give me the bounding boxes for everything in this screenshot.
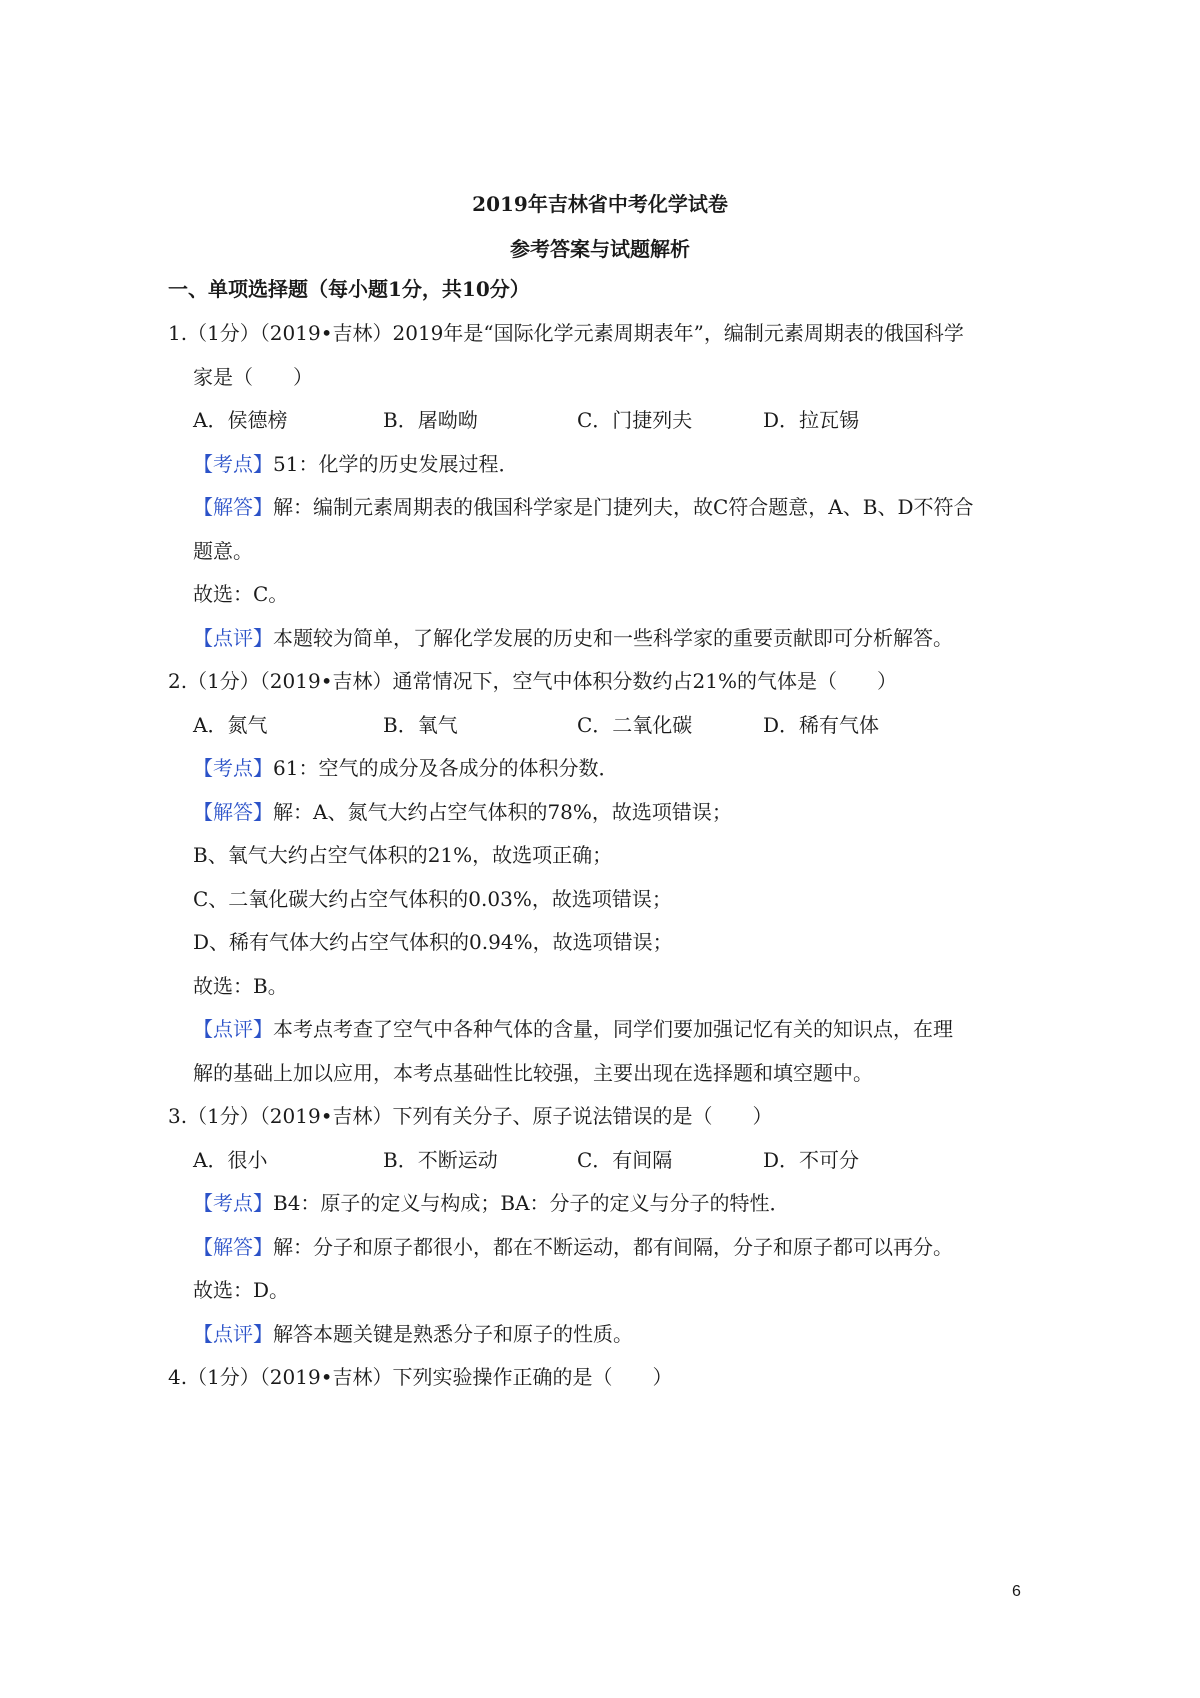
- option-d: D．拉瓦锡: [763, 408, 860, 432]
- question-2-kaodian: [193, 755, 618, 781]
- jieda-tag: 【解答】: [193, 495, 273, 519]
- question-1-jieda: [193, 494, 973, 520]
- page-number: 6: [1012, 1583, 1021, 1600]
- dianping-text: 本题较为简单，了解化学发展的历史和一些科学家的重要贡献即可分析解答。: [273, 626, 953, 650]
- question-2-jieda-c: C、二氧化碳大约占空气体积的0.03%，故选项错误；: [193, 887, 672, 911]
- dianping-tag: 【点评】: [193, 626, 273, 650]
- document-title: 2019年吉林省中考化学试卷: [472, 192, 728, 216]
- question-2-jieda: [193, 799, 732, 825]
- question-2-dianping: [193, 1016, 953, 1042]
- option-c: C．二氧化碳: [577, 713, 693, 737]
- question-2-jieda-d: D、稀有气体大约占空气体积的0.94%，故选项错误；: [193, 930, 673, 954]
- question-1-dianping: [193, 625, 953, 651]
- dianping-text: 本考点考查了空气中各种气体的含量，同学们要加强记忆有关的知识点，在理: [273, 1017, 953, 1041]
- jieda-text: 解：编制元素周期表的俄国科学家是门捷列夫，故C符合题意，A、B、D不符合: [273, 495, 974, 519]
- option-d: D．稀有气体: [763, 713, 880, 737]
- section-heading: 一、单项选择题（每小题1分，共10分）: [168, 277, 530, 301]
- kaodian-text: 51：化学的历史发展过程．: [273, 452, 519, 476]
- question-1-jieda-cont: 题意。: [193, 539, 253, 563]
- option-d: D．不可分: [763, 1148, 860, 1172]
- question-3-dianping: [193, 1321, 633, 1347]
- question-3-answer: 故选：D。: [193, 1278, 290, 1302]
- dianping-text: 解答本题关键是熟悉分子和原子的性质。: [273, 1322, 633, 1346]
- question-2-stem: 2.（1分）（2019•吉林）通常情况下，空气中体积分数约占21%的气体是（ ）: [168, 669, 897, 693]
- jieda-tag: 【解答】: [193, 1235, 273, 1259]
- option-c: C．有间隔: [577, 1148, 673, 1172]
- dianping-tag: 【点评】: [193, 1017, 273, 1041]
- option-b: B．屠呦呦: [383, 408, 478, 432]
- option-a: A．很小: [193, 1148, 268, 1172]
- option-b: B．氧气: [383, 713, 458, 737]
- question-3-jieda: [193, 1234, 953, 1260]
- document-subtitle: 参考答案与试题解析: [510, 237, 690, 261]
- question-1-kaodian: [193, 451, 518, 477]
- question-3-kaodian: [193, 1190, 790, 1216]
- dianping-tag: 【点评】: [193, 1322, 273, 1346]
- jieda-text: 解：分子和原子都很小，都在不断运动，都有间隔，分子和原子都可以再分。: [273, 1235, 953, 1259]
- question-1-stem: 1.（1分）（2019•吉林）2019年是“国际化学元素周期表年”，编制元素周期表的俄国科学: [168, 321, 964, 345]
- question-2-dianping-cont: 解的基础上加以应用，本考点基础性比较强，主要出现在选择题和填空题中。: [193, 1061, 873, 1085]
- option-a: A．氮气: [193, 713, 268, 737]
- question-2-options: [193, 712, 993, 738]
- question-1-stem-cont: 家是（ ）: [193, 365, 313, 389]
- kaodian-tag: 【考点】: [193, 756, 273, 780]
- option-a: A．侯德榜: [193, 408, 288, 432]
- kaodian-tag: 【考点】: [193, 452, 273, 476]
- option-c: C．门捷列夫: [577, 408, 693, 432]
- kaodian-text: B4：原子的定义与构成；BA：分子的定义与分子的特性．: [273, 1191, 790, 1215]
- kaodian-text: 61：空气的成分及各成分的体积分数．: [273, 756, 619, 780]
- question-1-options: [193, 407, 993, 433]
- jieda-text: 解：A、氮气大约占空气体积的78%，故选项错误；: [273, 800, 732, 824]
- option-b: B．不断运动: [383, 1148, 498, 1172]
- question-2-answer: 故选：B。: [193, 974, 288, 998]
- jieda-tag: 【解答】: [193, 800, 273, 824]
- question-3-options: [193, 1147, 993, 1173]
- kaodian-tag: 【考点】: [193, 1191, 273, 1215]
- question-1-answer: 故选：C。: [193, 582, 289, 606]
- question-2-jieda-b: B、氧气大约占空气体积的21%，故选项正确；: [193, 843, 613, 867]
- question-4-stem: 4.（1分）（2019•吉林）下列实验操作正确的是（ ）: [168, 1365, 673, 1389]
- question-3-stem: 3.（1分）（2019•吉林）下列有关分子、原子说法错误的是（ ）: [168, 1104, 773, 1128]
